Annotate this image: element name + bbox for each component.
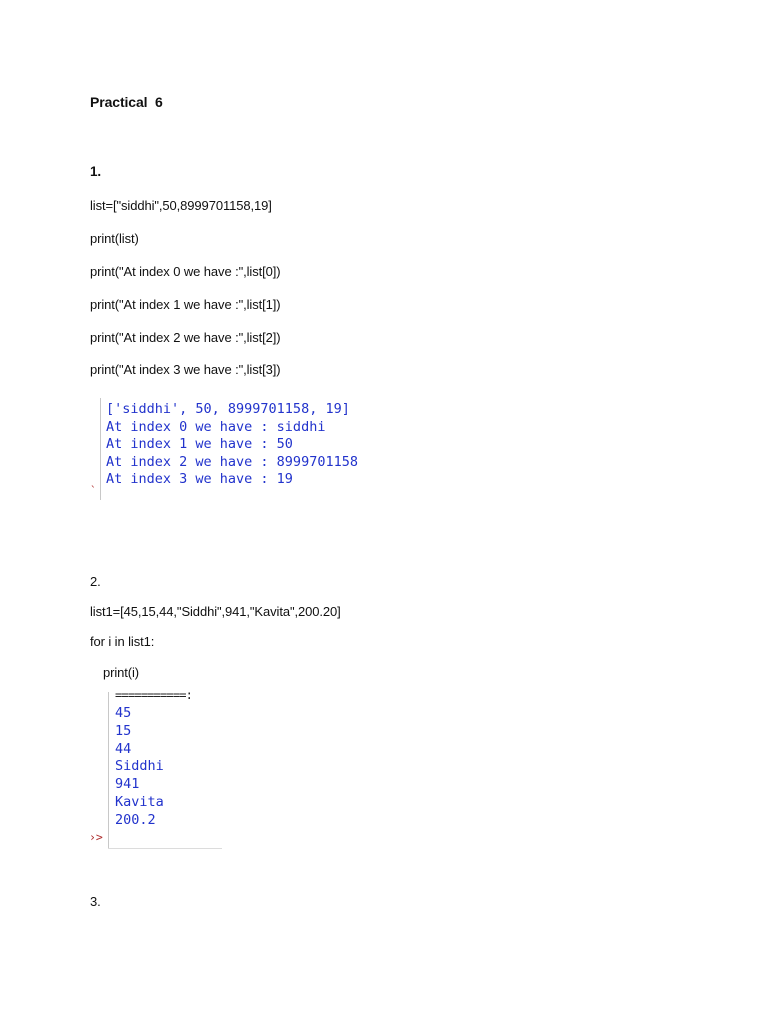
shell-margin-line (108, 692, 109, 848)
question-2-heading: 2. (90, 574, 101, 589)
q1-code-line-6: print("At index 3 we have :",list[3]) (90, 362, 281, 377)
q1-output-line-2: At index 0 we have : siddhi (106, 418, 326, 435)
q1-code-line-1: list=["siddhi",50,8999701158,19] (90, 198, 272, 213)
question-3-heading: 3. (90, 894, 101, 909)
q2-code-line-2: for i in list1: (90, 634, 155, 649)
q2-output-line-4: Siddhi (115, 758, 164, 775)
page-title: Practical 6 (90, 94, 163, 110)
q1-code-line-3: print("At index 0 we have :",list[0]) (90, 264, 281, 279)
q2-output-line-7: 200.2 (115, 811, 156, 828)
q2-output (115, 705, 164, 830)
q1-output (106, 401, 358, 489)
q1-code-line-2: print(list) (90, 231, 139, 246)
q2-code-line-3: print(i) (103, 665, 140, 680)
question-1-heading: 1. (90, 164, 102, 179)
q2-output-line-6: Kavita (115, 793, 164, 810)
q1-code-line-5: print("At index 2 we have :",list[2]) (90, 330, 281, 345)
shell-margin-line (100, 398, 101, 500)
q2-output-line-3: 44 (115, 740, 132, 757)
shell-prompt: ` (90, 484, 97, 497)
q1-code-line-4: print("At index 1 we have :",list[1]) (90, 297, 281, 312)
q1-output-screenshot (88, 394, 418, 504)
q2-output-line-1: 45 (115, 705, 132, 721)
q2-code-line-1: list1=[45,15,44,"Siddhi",941,"Kavita",200.20] (90, 604, 341, 619)
q1-output-line-5: At index 3 we have : 19 (106, 471, 293, 488)
restart-separator: ===========: (115, 688, 193, 702)
q1-output-line-3: At index 1 we have : 50 (106, 436, 293, 453)
shell-prompt: ›> (89, 830, 103, 844)
shell-bottom-line (108, 848, 222, 849)
q1-output-line-1: ['siddhi', 50, 8999701158, 19] (106, 401, 350, 417)
q1-output-line-4: At index 2 we have : 8999701158 (106, 453, 358, 470)
q2-output-screenshot (88, 688, 222, 850)
q2-output-line-2: 15 (115, 722, 132, 739)
q2-output-line-5: 941 (115, 776, 140, 793)
